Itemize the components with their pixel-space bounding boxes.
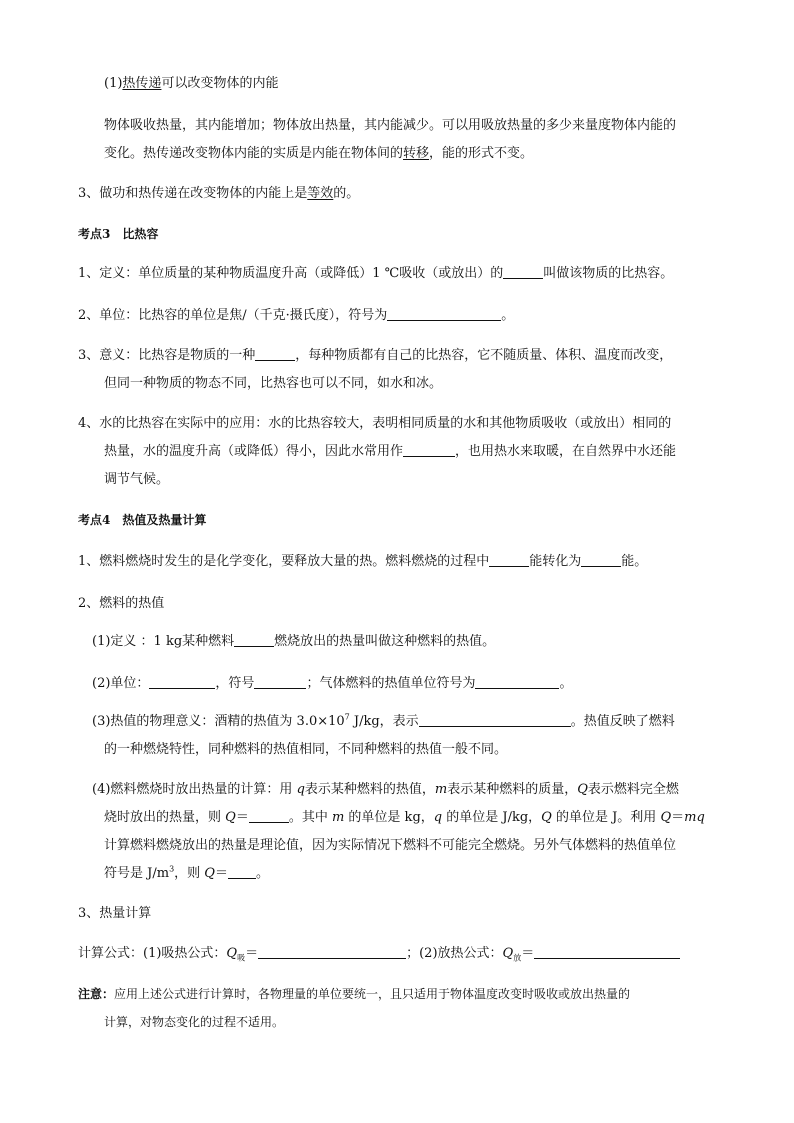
term-equivalent: 等效 [307,186,334,201]
var: Q [502,946,514,961]
var: m [331,810,345,825]
kp4-item-3-heading: 3、热量计算 [78,906,152,921]
var: m [434,782,448,797]
kp3-meaning-line-2: 但同一种物质的物态不同，比热容也可以不同，如水和冰。 [104,376,443,391]
section-title-kp3: 考点3 比热容 [78,227,159,241]
blank [249,808,289,823]
kp4-calculation-line-1 [92,780,679,800]
text: ＝ [671,810,685,825]
kp4-item-2-heading: 2、燃料的热值 [78,596,165,611]
var: Q [204,866,215,881]
text: ＝ [245,946,259,961]
var: Q [577,782,588,797]
text: J/kg，表示 [349,714,419,729]
kp4-meaning-line-2: 的一种燃烧特性，同种燃料的热值相同，不同种燃料的热值一般不同。 [104,742,508,757]
text: 1、燃料燃烧时发生的是化学变化，要释放大量的热。燃料燃烧的过程中 [78,554,490,569]
blank [228,864,256,879]
var: Q [226,946,238,961]
text: ；气体燃料的热值单位符号为 [306,676,476,691]
blank [489,552,529,567]
text: ，则 [174,866,205,881]
text: 表示某种燃料的质量， [447,782,578,797]
text: 表示燃料完全燃 [587,782,679,797]
term-heat-transfer: 热传递 [122,76,162,91]
kp4-note-line-2: 计算，对物态变化的过程不适用。 [104,1015,285,1029]
text: (3)热值的物理意义：酒精的热值为 3.0×10 [92,714,345,729]
text: 能转化为 [529,554,582,569]
text: ，能的形式不变。 [429,146,534,161]
note-label: 注意： [78,987,115,1001]
text: 烧时放出的热量，则 [104,810,226,825]
text: 计算公式：(1)吸热公式： [78,946,227,961]
superscript: 7 [344,712,350,722]
text: 的。 [333,186,360,201]
text: ＝ [214,866,228,881]
text: ；(2)放热公式： [406,946,503,961]
text: ，每种物质都有自己的比热容，它不随质量、体积、温度而改变， [295,348,673,363]
text: 。 [501,308,515,323]
subscript: 吸 [237,953,246,963]
text: 3、做功和热传递在改变物体的内能上是 [78,186,308,201]
text: 3、意义：比热容是物质的一种 [78,348,256,363]
text: ，也用热水来取暖，在自然界中水还能 [455,444,677,459]
blank [503,264,543,279]
heat-transfer-title [104,74,278,94]
text: 。热值反映了燃料 [570,714,675,729]
term-transfer: 转移 [403,146,430,161]
var: mq [684,810,705,825]
blank [403,442,455,457]
text: (2)单位： [92,676,150,691]
text: 的单位是 J/kg， [442,810,542,825]
kp4-calculation-line-4 [104,864,269,884]
text: 。 [559,676,573,691]
var: Q [660,810,672,825]
text: 热量，水的温度升高（或降低）得小，因此水常用作 [104,444,404,459]
text: 。 [255,866,269,881]
kp3-definition [78,264,673,284]
blank [581,552,621,567]
var: q [433,810,443,825]
item-3-equivalent [78,184,359,204]
kp4-calculation-line-2 [104,808,705,828]
kp3-application-line-2 [104,442,676,462]
title-rest: 可以改变物体的内能 [161,76,279,91]
blank [234,632,274,647]
text: ，符号 [215,676,255,691]
text: 1、定义：单位质量的某种物质温度升高（或降低）1 ℃吸收（或放出）的 [78,266,504,281]
text: 的单位是 kg， [344,810,434,825]
text: 能。 [621,554,648,569]
text: 符号是 J/m [104,866,170,881]
text: 变化。热传递改变物体内能的实质是内能在物体间的 [104,146,404,161]
kp3-unit [78,306,514,326]
heat-transfer-paragraph-line-1: 物体吸收热量，其内能增加；物体放出热量，其内能减少。可以用吸放热量的多少来量度物体内能的 [104,118,677,133]
blank [254,674,306,689]
kp3-application-line-3: 调节气候。 [104,472,170,487]
kp4-item-1 [78,552,647,572]
blank [419,712,571,727]
superscript: 3 [169,864,175,874]
text: 2、单位：比热容的单位是焦/（千克·摄氏度），符号为 [78,308,388,323]
kp4-formulas [78,944,680,964]
section-title-kp4: 考点4 热值及热量计算 [78,513,207,527]
text: 燃烧放出的热量叫做这种燃料的热值。 [274,634,496,649]
text: 应用上述公式进行计算时，各物理量的单位要统一，且只适用于物体温度改变时吸收或放出热量的 [114,987,631,1001]
kp4-unit [92,674,572,694]
text: 表示某种燃料的热值， [304,782,435,797]
heat-transfer-paragraph-line-2 [104,144,533,164]
blank [258,944,406,959]
kp3-meaning-line-1 [78,346,672,366]
var: Q [541,810,552,825]
subscript: 放 [513,953,522,963]
blank [387,306,501,321]
text: 叫做该物质的比热容。 [543,266,674,281]
title-number: (1) [104,76,123,91]
kp4-calculation-line-3: 计算燃料燃烧放出的热量是理论值，因为实际情况下燃料不可能完全燃烧。另外气体燃料的热值单位 [104,838,677,853]
text: (1)定义 ：1 kg某种燃料 [92,634,235,649]
blank [475,674,559,689]
kp4-meaning-line-1 [92,712,675,732]
var: Q [225,810,236,825]
text: (4)燃料燃烧时放出热量的计算：用 [92,782,297,797]
text: ＝ [235,810,249,825]
kp4-definition [92,632,495,652]
kp3-application-line-1: 4、水的比热容在实际中的应用：水的比热容较大，表明相同质量的水和其他物质吸收（或放出）相同的 [78,416,672,431]
blank [534,944,680,959]
kp4-note-line-1 [78,984,630,1004]
blank [255,346,295,361]
text: ＝ [521,946,535,961]
text: 。其中 [288,810,332,825]
blank [149,674,215,689]
text: 的单位是 J。利用 [551,810,661,825]
var: q [296,782,305,797]
